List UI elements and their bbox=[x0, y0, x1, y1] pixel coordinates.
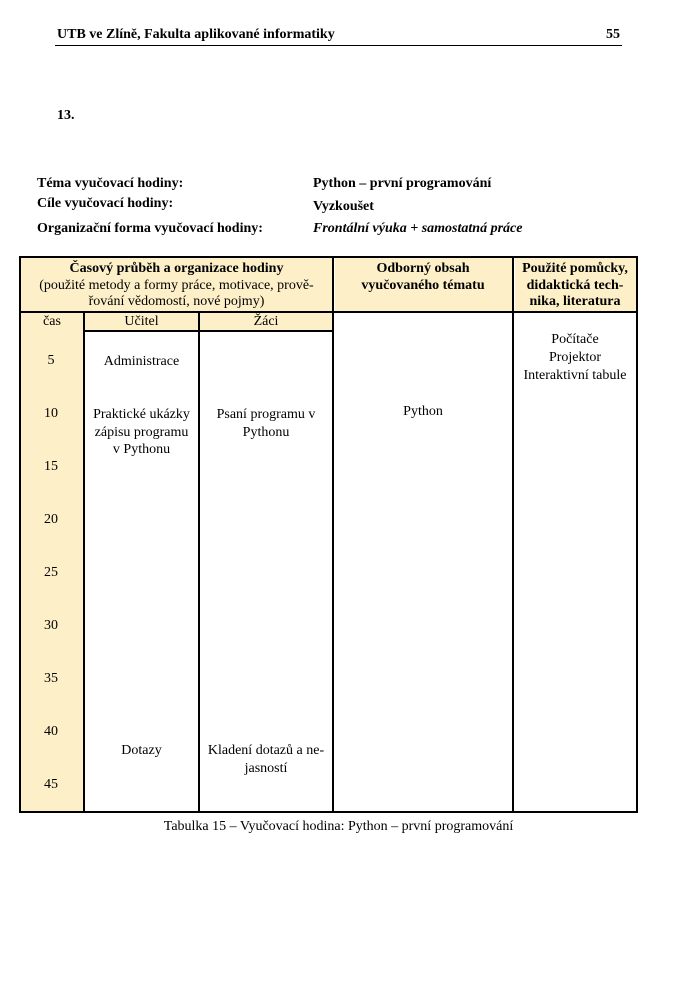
time-label: 40 bbox=[44, 724, 58, 739]
topic-label: Téma vyučovací hodiny: bbox=[37, 176, 184, 191]
column-divider bbox=[332, 256, 334, 813]
students-writing-line1: Psaní programu v bbox=[216, 407, 316, 422]
students-asking-line2: jasností bbox=[244, 761, 288, 776]
time-label: 10 bbox=[44, 406, 58, 421]
subheader-teacher: Učitel bbox=[124, 314, 159, 329]
col3-title-line3: nika, literatura bbox=[529, 294, 621, 309]
subheader-time: čas bbox=[43, 314, 61, 329]
teacher-practical-line3: v Pythonu bbox=[112, 442, 171, 457]
col2-title-line1: Odborný obsah bbox=[376, 261, 470, 276]
col1-subtitle-line1: (použité metody a formy práce, motivace, prově- bbox=[39, 278, 314, 293]
time-label: 35 bbox=[44, 671, 58, 686]
col2-title-line2: vyučovaného tématu bbox=[361, 278, 485, 293]
table-border-top bbox=[19, 256, 638, 258]
time-label: 20 bbox=[44, 512, 58, 527]
time-label: 25 bbox=[44, 565, 58, 580]
time-label: 30 bbox=[44, 618, 58, 633]
page-number: 55 bbox=[606, 27, 620, 42]
section-number: 13. bbox=[57, 108, 75, 123]
column-divider bbox=[198, 311, 200, 813]
content-topic: Python bbox=[403, 404, 443, 419]
aid-item: Počítače bbox=[551, 332, 599, 347]
time-label: 45 bbox=[44, 777, 58, 792]
col1-subtitle-line2: řování vědomostí, nové pojmy) bbox=[88, 294, 265, 309]
form-value: Frontální výuka + samostatná práce bbox=[313, 221, 523, 236]
goals-value: Vyzkoušet bbox=[313, 199, 374, 214]
teacher-practical-line1: Praktické ukázky bbox=[93, 407, 190, 422]
col3-title-line1: Použité pomůcky, bbox=[522, 261, 628, 276]
table-border-bottom bbox=[19, 811, 638, 813]
teacher-practical-line2: zápisu programu bbox=[94, 425, 189, 440]
aid-item: Projektor bbox=[548, 350, 602, 365]
col3-title-line2: didaktická tech- bbox=[526, 278, 624, 293]
column-divider bbox=[83, 311, 85, 813]
topic-value: Python – první programování bbox=[313, 176, 492, 191]
table-border-right bbox=[636, 256, 638, 813]
col1-title: Časový průběh a organizace hodiny bbox=[69, 261, 284, 276]
aid-item: Interaktivní tabule bbox=[523, 368, 627, 383]
teacher-questions: Dotazy bbox=[121, 743, 162, 758]
teacher-admin: Administrace bbox=[103, 354, 180, 369]
subheader-students: Žáci bbox=[253, 314, 279, 329]
table-caption: Tabulka 15 – Vyučovací hodina: Python – první programování bbox=[163, 819, 514, 834]
goals-label: Cíle vyučovací hodiny: bbox=[37, 196, 174, 211]
form-label: Organizační forma vyučovací hodiny: bbox=[37, 221, 263, 236]
lesson-table bbox=[19, 256, 638, 813]
students-asking-line1: Kladení dotazů a ne- bbox=[207, 743, 325, 758]
running-header-title: UTB ve Zlíně, Fakulta aplikované informatiky bbox=[57, 27, 335, 42]
time-label: 5 bbox=[47, 353, 55, 368]
students-writing-line2: Pythonu bbox=[242, 425, 290, 440]
header-rule bbox=[55, 45, 622, 46]
time-label: 15 bbox=[44, 459, 58, 474]
